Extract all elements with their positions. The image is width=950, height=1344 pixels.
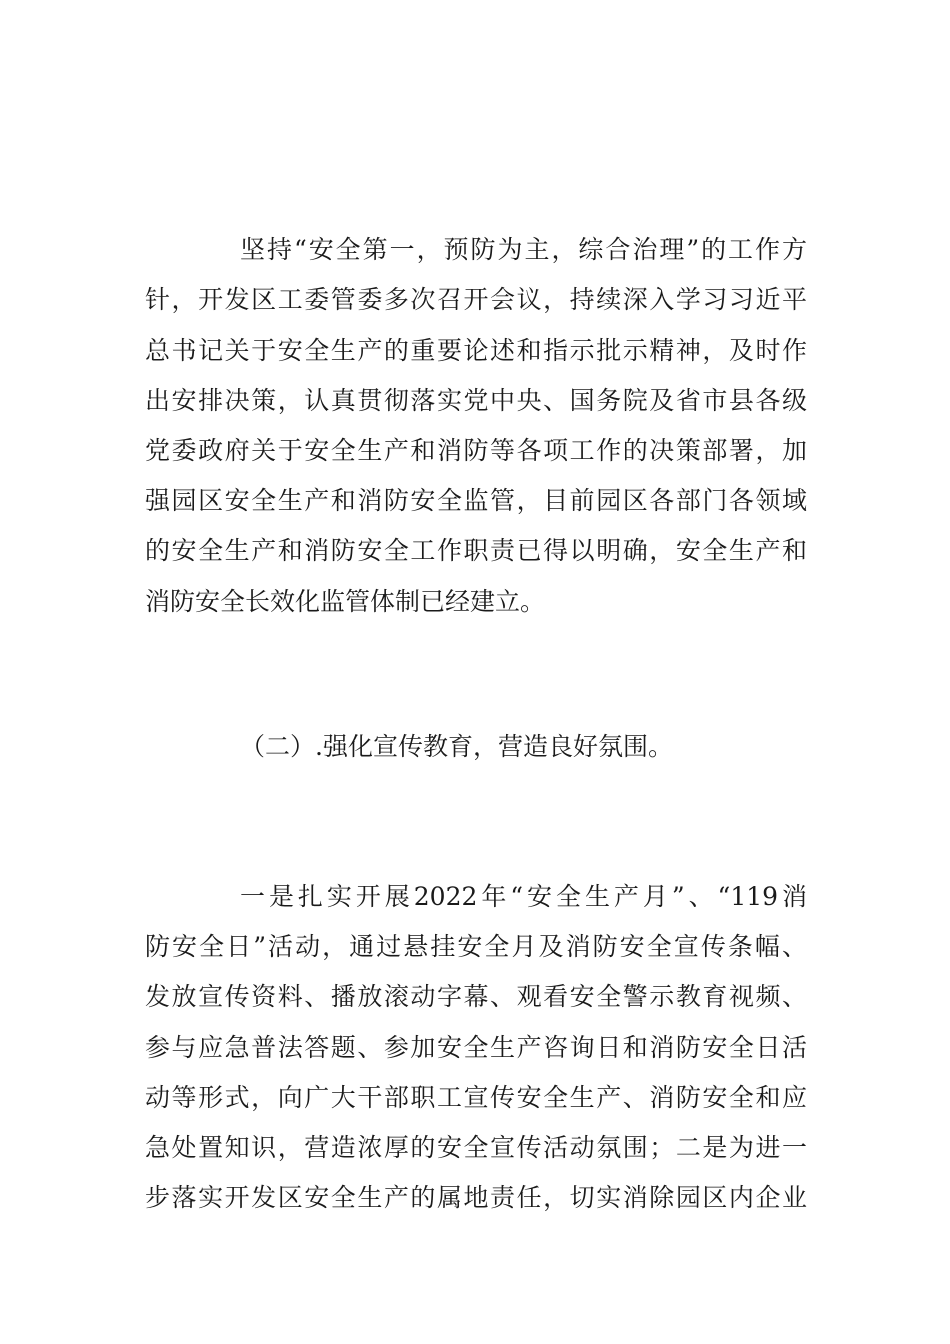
paragraph-1-line-8: 消防安全长效化监管体制已经建立。 <box>145 587 546 616</box>
paragraph-1-line-1: 坚持“安全第一，预防为主，综合治理”的工作方 <box>240 235 807 264</box>
paragraph-2-line-2: 防安全日”活动，通过悬挂安全月及消防安全宣传条幅、 <box>145 932 807 961</box>
section-heading: （二）.强化宣传教育，营造良好氛围。 <box>240 732 673 761</box>
paragraph-2-line-7: 步落实开发区安全生产的属地责任，切实消除园区内企业 <box>145 1183 807 1212</box>
paragraph-1-line-2: 针，开发区工委管委多次召开会议，持续深入学习习近平 <box>145 285 807 314</box>
paragraph-1-line-4: 出安排决策，认真贯彻落实党中央、国务院及省市县各级 <box>145 386 807 415</box>
paragraph-2-line-3: 发放宣传资料、播放滚动字幕、观看安全警示教育视频、 <box>145 982 807 1011</box>
paragraph-2-line-4: 参与应急普法答题、参加安全生产咨询日和消防安全日活 <box>145 1033 807 1062</box>
paragraph-1-line-5: 党委政府关于安全生产和消防等各项工作的决策部署，加 <box>145 436 807 465</box>
paragraph-2-line-5: 动等形式，向广大干部职工宣传安全生产、消防安全和应 <box>145 1083 807 1112</box>
paragraph-2-line-1: 一是扎实开展2022年“安全生产月”、“119消 <box>240 882 807 911</box>
paragraph-1-line-3: 总书记关于安全生产的重要论述和指示批示精神，及时作 <box>145 336 807 365</box>
paragraph-1-line-7: 的安全生产和消防安全工作职责已得以明确，安全生产和 <box>145 536 807 565</box>
paragraph-2-line-6: 急处置知识，营造浓厚的安全宣传活动氛围；二是为进一 <box>145 1133 807 1162</box>
paragraph-1-line-6: 强园区安全生产和消防安全监管，目前园区各部门各领域 <box>145 486 807 515</box>
